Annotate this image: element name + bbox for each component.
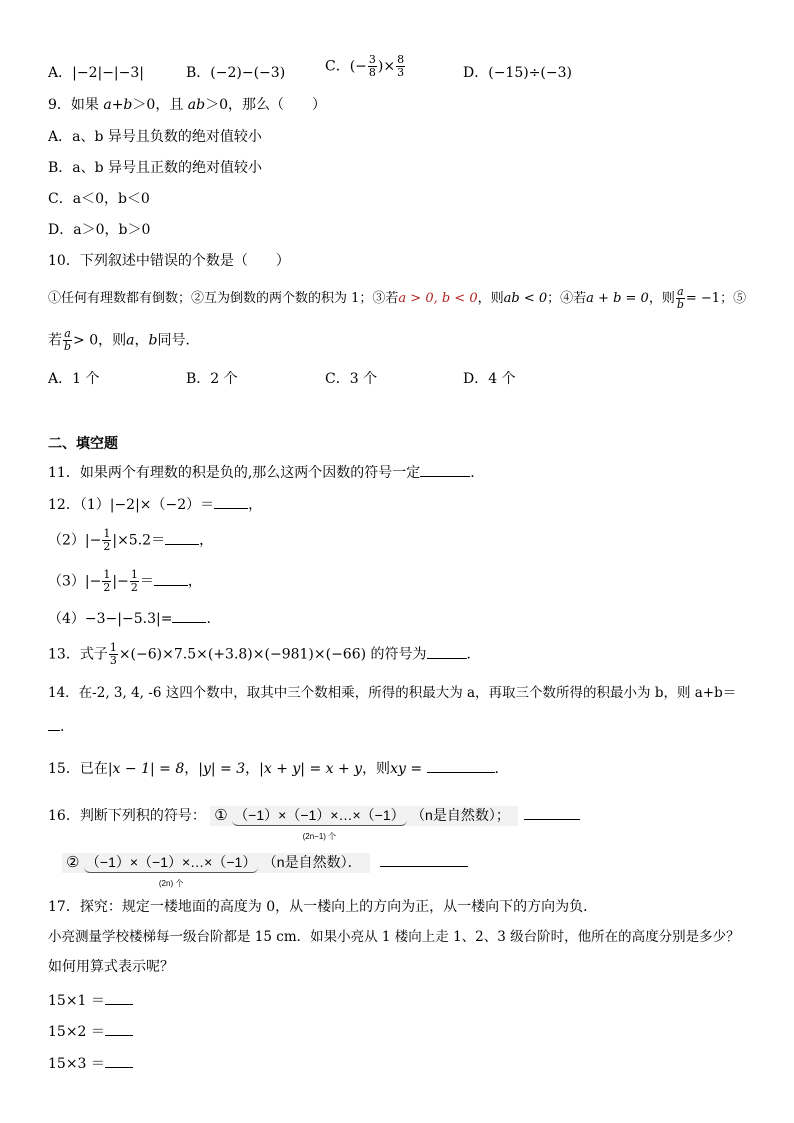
q9-option-c: C．a＜0，b＜0 bbox=[48, 191, 150, 207]
q15: 15．已在|x − 1| = 8，|y| = 3，|x + y| = x + y，则xy = . bbox=[48, 758, 499, 778]
q17-2-blank[interactable] bbox=[105, 1021, 133, 1036]
q10-option-c: C．3 个 bbox=[325, 371, 378, 387]
q12-4-blank[interactable] bbox=[172, 608, 206, 623]
q12-1-blank[interactable] bbox=[214, 494, 248, 509]
q16-2-blank[interactable] bbox=[380, 852, 468, 867]
q9-option-d: D．a＞0，b＞0 bbox=[48, 222, 151, 238]
q14-answer-line: . bbox=[48, 716, 64, 736]
q10-option-a: A．1 个 bbox=[48, 371, 100, 387]
q16-item1: 16．判断下列积的符号： ① （−1）×（−1）×…×（−1） (2n−1) 个 （n是自然数）； bbox=[48, 805, 580, 826]
q17-eq2: 15×2 ＝ bbox=[48, 1021, 133, 1041]
q17-eq3: 15×3 ＝ bbox=[48, 1053, 133, 1073]
q10-option-d: D．4 个 bbox=[463, 371, 516, 387]
q15-blank[interactable] bbox=[427, 758, 495, 773]
q9-option-b: B．a、b 异号且正数的绝对值较小 bbox=[48, 160, 263, 176]
q10-statements-line2: 若 $\frac{a}{b}$ > 0，则a，b同号． bbox=[48, 327, 200, 353]
q12-part1: 12．（1）|−2|×（−2）＝ ， bbox=[48, 494, 262, 514]
q17-line2: 小亮测量学校楼梯每一级台阶都是 15 cm．如果小亮从 1 楼向上走 1、2、3 级台阶时，他所在的高度分别是多少？ bbox=[48, 929, 740, 945]
q8-option-c: C．(− $\frac{3}{8}$ )× $\frac{8}{3}$ bbox=[325, 53, 405, 79]
section-title: 二、填空题 bbox=[48, 435, 118, 451]
q8-option-a: A．|−2|−|−3| bbox=[48, 65, 144, 81]
q13-blank[interactable] bbox=[427, 644, 467, 659]
q12-part3: （3）|− $\frac{1}{2}$ |− $\frac{1}{2}$ ＝ ， bbox=[48, 568, 202, 594]
q13: 13．式子 $\frac{1}{3}$ ×(−6)×7.5×(+3.8)×(−981)×(−66) 的符号为 . bbox=[48, 641, 471, 667]
q9-stem: 9．如果 a+b＞0，且 ab＞0，那么（ ） bbox=[48, 97, 326, 113]
q11-blank[interactable] bbox=[420, 462, 470, 477]
q17-eq1: 15×1 ＝ bbox=[48, 990, 133, 1010]
q10-option-b: B．2 个 bbox=[186, 371, 238, 387]
q12-part4: （4）−3−|−5.3|= . bbox=[48, 608, 211, 628]
q12-2-blank[interactable] bbox=[165, 530, 199, 545]
q12-3-blank[interactable] bbox=[154, 571, 188, 586]
q17-3-blank[interactable] bbox=[105, 1053, 133, 1068]
q16-item2: ② （−1）×（−1）×…×（−1） (2n) 个 （n是自然数）． bbox=[62, 852, 468, 873]
q10-statements-line1: ①任何有理数都有倒数；②互为倒数的两个数的积为 1；③若a > 0, b < 0，则ab < 0；④若a + b = 0，则 $\frac{a}{b}$ = −1；⑤ bbox=[48, 285, 747, 311]
q11: 11．如果两个有理数的积是负的,那么这两个因数的符号一定 . bbox=[48, 462, 475, 482]
q16-1-blank[interactable] bbox=[524, 805, 580, 820]
q17-1-blank[interactable] bbox=[105, 990, 133, 1005]
q12-part2: （2）|− $\frac{1}{2}$ |×5.2＝ ， bbox=[48, 527, 214, 553]
q14-blank[interactable] bbox=[48, 716, 60, 731]
q17-line1: 17．探究：规定一楼地面的高度为 0，从一楼向上的方向为正，从一楼向下的方向为负． bbox=[48, 899, 598, 915]
q9-option-a: A．a、b 异号且负数的绝对值较小 bbox=[48, 129, 262, 145]
q10-stem: 10．下列叙述中错误的个数是（ ） bbox=[48, 253, 290, 269]
q17-line3: 如何用算式表示呢？ bbox=[48, 959, 174, 975]
q14: 14．在-2, 3, 4, -6 这四个数中，取其中三个数相乘，所得的积最大为 a，再取三个数所得的积最小为 b，则 a+b＝ bbox=[48, 685, 737, 701]
q8-option-b: B．(−2)−(−3) bbox=[186, 65, 286, 81]
q8-option-d: D．(−15)÷(−3) bbox=[463, 65, 572, 81]
